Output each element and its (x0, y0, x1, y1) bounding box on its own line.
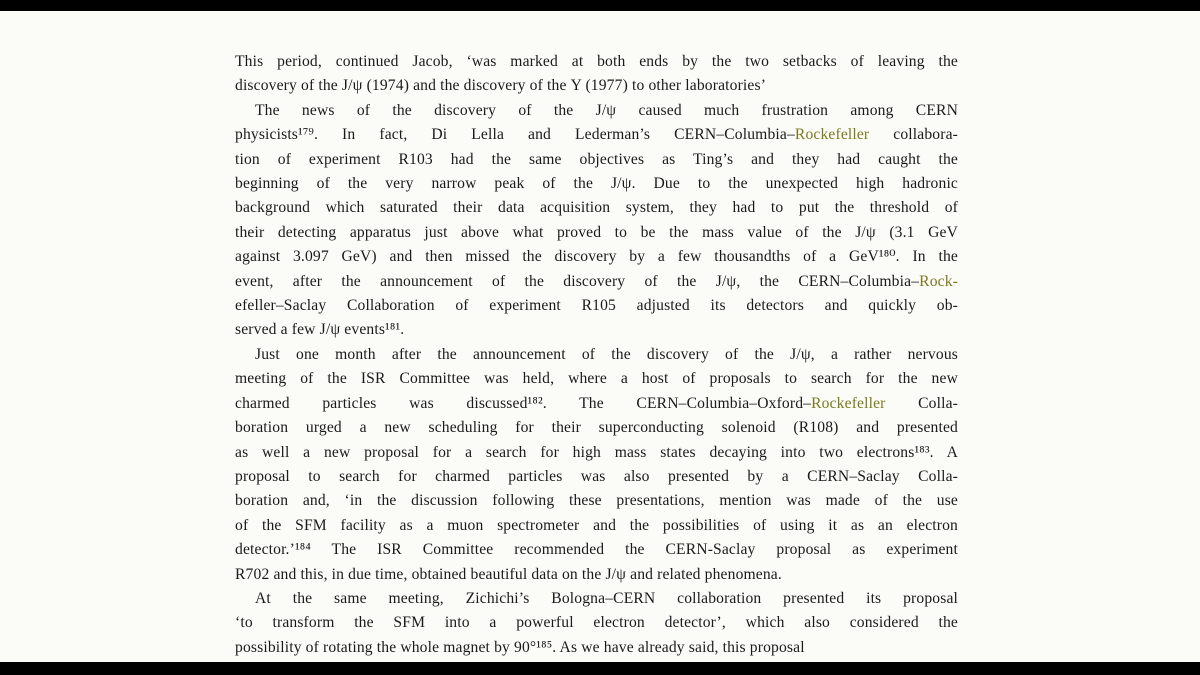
highlighted-word: Rockefeller (794, 126, 870, 144)
text-line: as well a new proposal for a search for high mass states decaying into two electrons¹⁸³. A (235, 443, 958, 461)
text-line: ‘to transform the SFM into a powerful electron detector’, which also considered the (235, 614, 958, 632)
paragraph (235, 99, 958, 343)
text-line: meeting of the ISR Committee was held, where a host of proposals to search for the new (235, 370, 958, 388)
text-line: their detecting apparatus just above what proved to be the mass value of the J/ψ (3.1 GeV (235, 223, 958, 241)
highlighted-word: Rockefeller (811, 394, 886, 412)
text-line: The news of the discovery of the J/ψ caused much frustration among CERN (255, 101, 958, 119)
letterbox-top (0, 0, 1200, 11)
highlighted-word: Rock- (919, 272, 958, 290)
text-line: background which saturated their data acquisition system, they had to put the threshold of (235, 199, 958, 217)
paragraph (235, 587, 958, 660)
text-line: charmed particles was discussed¹⁸². The CERN–Columbia–Oxford–Rockefeller Colla- (235, 394, 958, 412)
text-line: against 3.097 GeV) and then missed the discovery by a few thousandths of a GeV¹⁸⁰. In the (235, 248, 958, 266)
text-line: At the same meeting, Zichichi’s Bologna–CERN collaboration presented its proposal (255, 589, 958, 607)
text-line: possibility of rotating the whole magnet by 90°¹⁸⁵. As we have already said, this proposal (235, 638, 805, 656)
text-line: of the SFM facility as a muon spectrometer and the possibilities of using it as an electron (235, 516, 958, 534)
text-line: served a few J/ψ events¹⁸¹. (235, 321, 405, 339)
text-line: beginning of the very narrow peak of the J/ψ. Due to the unexpected high hadronic (235, 175, 958, 193)
page-sheet (0, 11, 1200, 662)
paragraph (235, 50, 958, 99)
text-line: This period, continued Jacob, ‘was marked at both ends by the two setbacks of leaving the (235, 53, 958, 70)
text-line: tion of experiment R103 had the same objectives as Ting’s and they had caught the (235, 150, 958, 168)
text-line: R702 and this, in due time, obtained beautiful data on the J/ψ and related phenomena. (235, 565, 782, 583)
text-line: discovery of the J/ψ (1974) and the discovery of the Υ (1977) to other laboratories’ (235, 77, 767, 95)
letterbox-bottom (0, 662, 1200, 675)
text-line: boration urged a new scheduling for their superconducting solenoid (R108) and presented (235, 419, 958, 437)
body-text (235, 50, 958, 660)
text-line: Just one month after the announcement of the discovery of the J/ψ, a rather nervous (255, 345, 958, 363)
paragraph (235, 343, 958, 587)
text-line: event, after the announcement of the discovery of the J/ψ, the CERN–Columbia–Rock- (235, 272, 958, 290)
text-line: proposal to search for charmed particles was also presented by a CERN–Saclay Colla- (235, 467, 958, 485)
text-line: detector.’¹⁸⁴ The ISR Committee recommended the CERN-Saclay proposal as experiment (235, 541, 958, 559)
text-line: efeller–Saclay Collaboration of experiment R105 adjusted its detectors and quickly ob- (235, 297, 958, 315)
text-line: physicists¹⁷⁹. In fact, Di Lella and Lederman’s CERN–Columbia–Rockefeller collabora- (235, 126, 958, 144)
text-line: boration and, ‘in the discussion following these presentations, mention was made of the use (235, 492, 958, 510)
